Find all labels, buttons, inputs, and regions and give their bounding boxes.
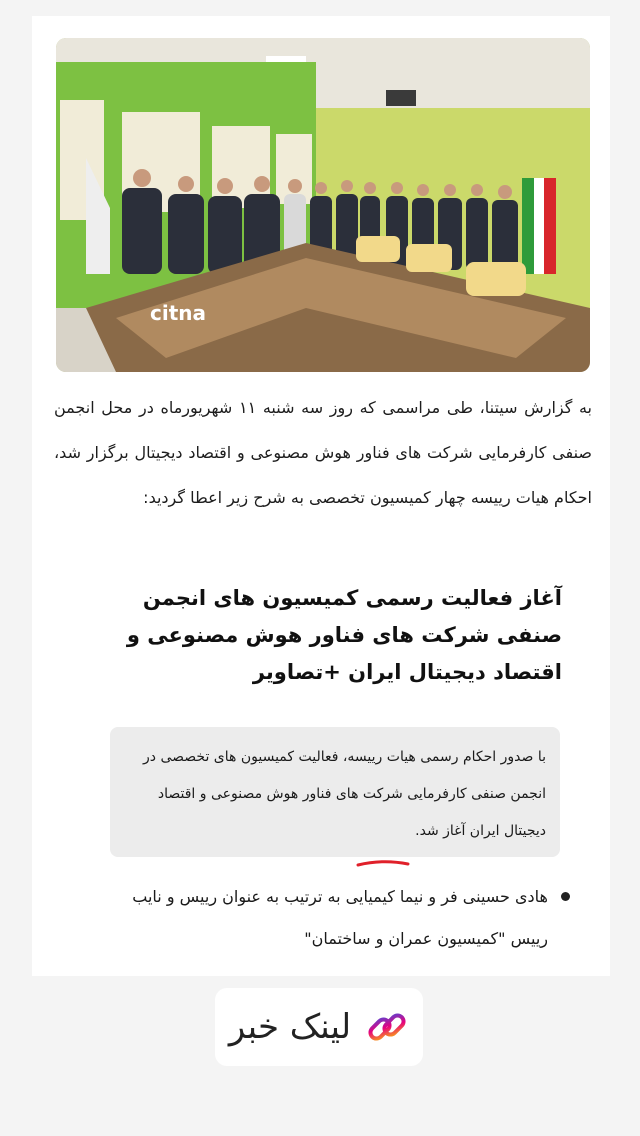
brand-badge[interactable]: [215, 988, 423, 1066]
brand-name: لینک خبر: [228, 1007, 352, 1047]
article-headline[interactable]: آغاز فعالیت رسمی کمیسیون های انجمن صنفی شرکت های فناور هوش مصنوعی و اقتصاد دیجیتال ایران +تصاویر: [126, 586, 562, 684]
link-icon: [365, 1005, 409, 1049]
list-item: [100, 876, 570, 960]
article-paragraph: به گزارش سیتنا، طی مراسمی که روز سه شنبه ۱۱ شهریورماه در محل انجمن صنفی کارفرمایی شرکت های فناور هوش مصنوعی و اقتصاد دیجیتال برگزار شد، احکام هیات رییسه چهار کمیسیون تخصصی به شرح زیر اعطا گردید:: [54, 398, 593, 507]
article-quote: با صدور احکام رسمی هیات رییسه، فعالیت کمیسیون های تخصصی در انجمن صنفی کارفرمایی شرکت های فناور هوش مصنوعی و اقتصاد دیجیتال ایران آغاز شد.: [110, 727, 560, 857]
bullet-dot-icon: [561, 892, 570, 901]
citna-watermark: citna: [150, 301, 207, 325]
red-underline-mark: [356, 858, 410, 868]
meeting-photo-illustration: [56, 38, 590, 372]
list-item-text: هادی حسینی فر و نیما کیمیایی به ترتیب به عنوان رییس و نایب رییس "کمیسیون عمران و ساختمان": [132, 887, 548, 948]
article-photo[interactable]: [56, 38, 590, 372]
